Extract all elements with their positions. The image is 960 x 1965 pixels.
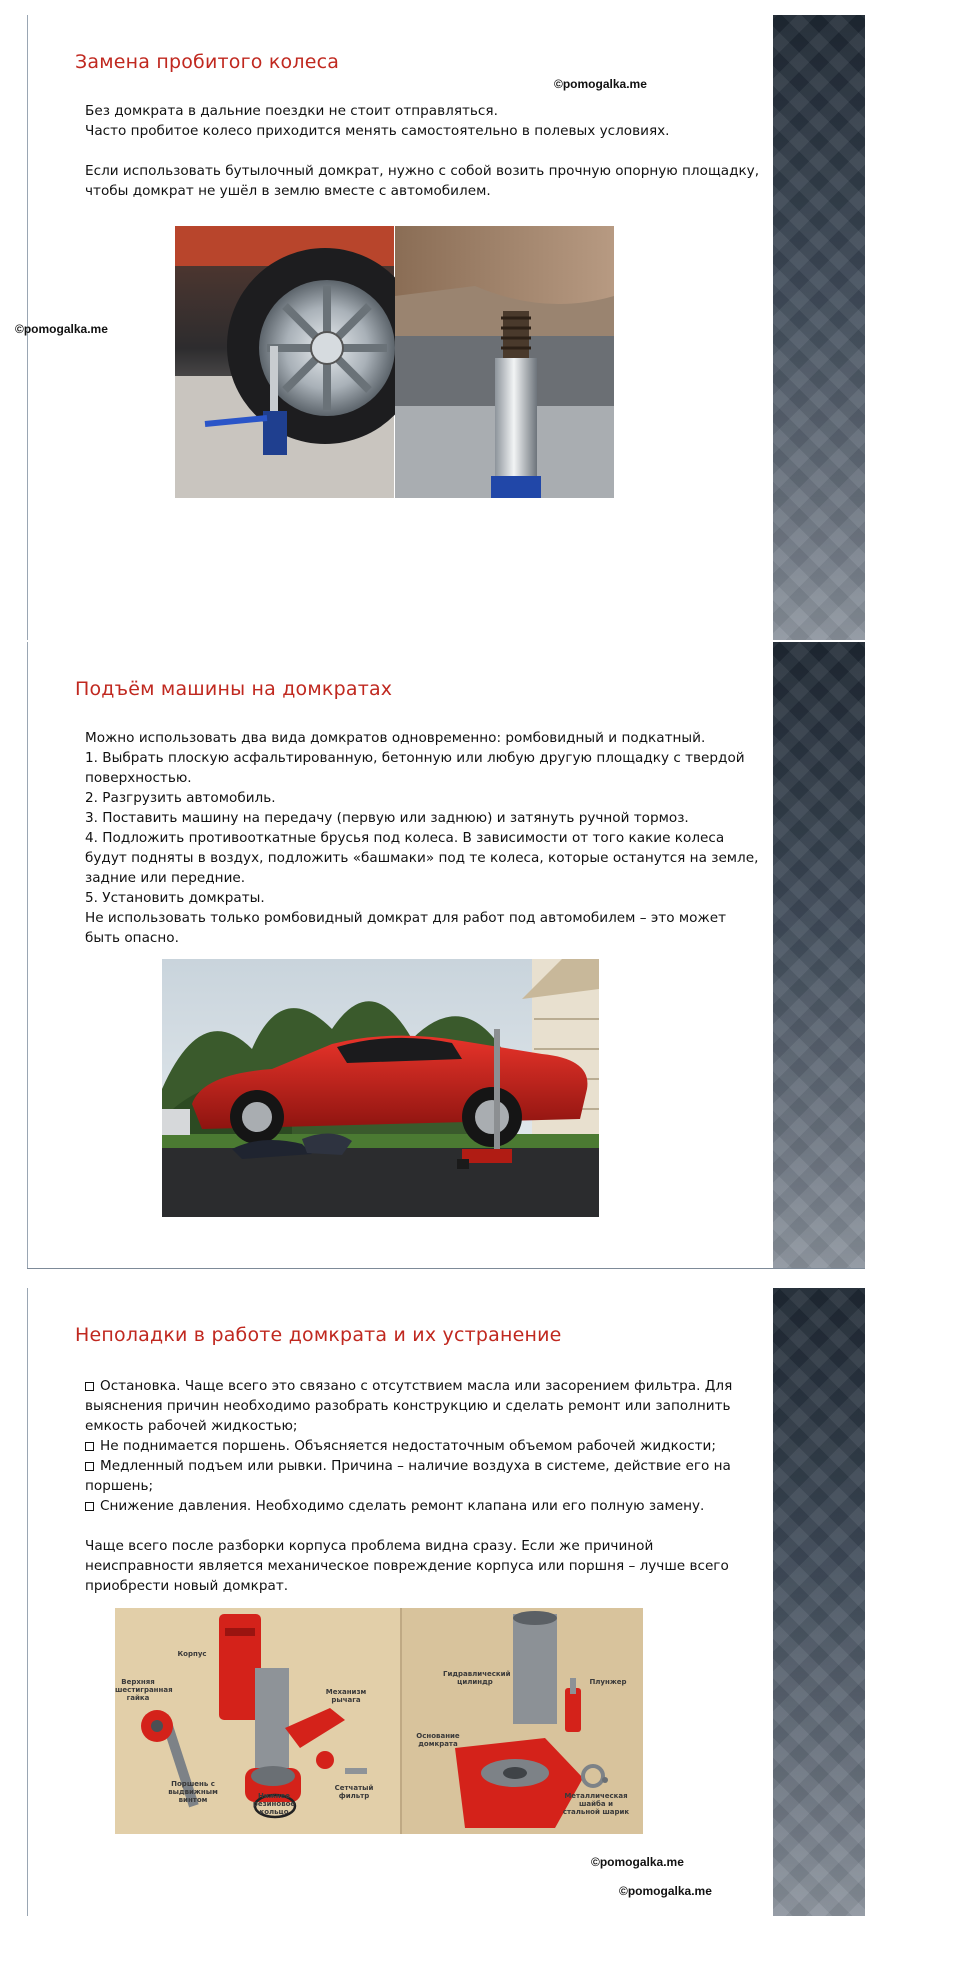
paragraph: 1. Выбрать плоскую асфальтированную, бетонную или любую другую площадку с твердой поверхностью.	[85, 750, 745, 786]
checklist-text: Медленный подъем или рывки. Причина – наличие воздуха в системе, действие его на поршень;	[85, 1458, 731, 1494]
watermark: ©pomogalka.me	[619, 1884, 712, 1898]
paragraph: 4. Подложить противооткатные брусья под колеса. В зависимости от того какие колеса будут подняты в воздух, подложить «башмаки» под те колеса, которые останутся на земле, задние или передние.	[85, 830, 759, 886]
slide-replace-wheel	[15, 15, 865, 640]
checklist-item	[85, 1376, 765, 1436]
slide-title: Подъём машины на домкратах	[75, 678, 393, 700]
watermark: ©pomogalka.me	[591, 1855, 684, 1869]
photo-bottle-jack-wheel	[175, 226, 394, 498]
slide-lift-car	[27, 642, 865, 1269]
callout-nut: Верхняя шестигранная гайка	[115, 1678, 173, 1702]
photo-jack-disassembly	[115, 1608, 643, 1834]
paragraph: Если использовать бутылочный домкрат, нужно с собой возить прочную опорную площадку, чтобы домкрат не ушёл в землю вместе с автомобилем.	[85, 163, 760, 199]
callout-piston: Поршень с выдвижным винтом	[168, 1780, 218, 1804]
slide-border	[27, 1288, 28, 1916]
checkbox-icon	[85, 1442, 94, 1451]
watermark: ©pomogalka.me	[554, 77, 647, 91]
slide-body	[85, 101, 765, 201]
photo-red-car-on-jacks	[162, 959, 599, 1217]
paragraph: 5. Установить домкраты.	[85, 890, 265, 906]
paragraph-gap	[85, 141, 765, 161]
slide-divider	[27, 1268, 865, 1269]
callout-lever: Механизм рычага	[325, 1688, 367, 1704]
callout-plunger: Плунжер	[589, 1678, 627, 1686]
slide-title: Неполадки в работе домкрата и их устранение	[75, 1324, 562, 1346]
checklist-text: Снижение давления. Необходимо сделать ремонт клапана или его полную замену.	[100, 1498, 705, 1514]
slide-sidebar-decoration	[773, 15, 865, 640]
paragraph: Чаще всего после разборки корпуса проблема видна сразу. Если же причиной неисправности является механическое повреждение корпуса или поршня – лучше всего приобрести новый домкрат.	[85, 1538, 729, 1594]
slide-jack-troubleshooting	[27, 1288, 865, 1916]
paragraph: Не использовать только ромбовидный домкрат для работ под автомобилем – это может быть опасно.	[85, 910, 726, 946]
callout-base: Основание домкрата	[416, 1732, 460, 1748]
callout-washer: Металлическая шайба и стальной шарик	[562, 1792, 630, 1816]
paragraph-gap	[85, 1516, 765, 1536]
slide-body	[85, 1376, 765, 1596]
checkbox-icon	[85, 1462, 94, 1471]
callout-ring: Нижнее резиновое кольцо	[252, 1792, 296, 1816]
slide-sidebar-decoration	[773, 1288, 865, 1916]
paragraph: 2. Разгрузить автомобиль.	[85, 790, 276, 806]
paragraph: 3. Поставить машину на передачу (первую или заднюю) и затянуть ручной тормоз.	[85, 810, 689, 826]
checklist-item	[85, 1456, 765, 1496]
slide-sidebar-decoration	[773, 642, 865, 1269]
callout-body: Корпус	[177, 1650, 207, 1658]
checklist-text: Не поднимается поршень. Объясняется недостаточным объемом рабочей жидкости;	[100, 1438, 716, 1454]
checklist-item	[85, 1436, 765, 1456]
paragraph: Часто пробитое колесо приходится менять самостоятельно в полевых условиях.	[85, 123, 670, 139]
checklist-item	[85, 1496, 765, 1516]
slide-title: Замена пробитого колеса	[75, 51, 340, 73]
callout-filter: Сетчатый фильтр	[334, 1784, 374, 1800]
checkbox-icon	[85, 1382, 94, 1391]
checkbox-icon	[85, 1502, 94, 1511]
photo-bottle-jack-closeup	[395, 226, 614, 498]
paragraph: Можно использовать два вида домкратов одновременно: ромбовидный и подкатный.	[85, 730, 706, 746]
slide-border	[27, 642, 28, 1269]
paragraph: Без домкрата в дальние поездки не стоит отправляться.	[85, 103, 498, 119]
callout-cylinder: Гидравлический цилиндр	[443, 1670, 511, 1686]
slide-body	[85, 728, 765, 948]
watermark: ©pomogalka.me	[15, 322, 108, 336]
checklist-text: Остановка. Чаще всего это связано с отсутствием масла или засорением фильтра. Для выяснения причин необходимо разобрать конструкцию и сделать ремонт или заполнить емкость рабочей жидкостью;	[85, 1378, 733, 1434]
